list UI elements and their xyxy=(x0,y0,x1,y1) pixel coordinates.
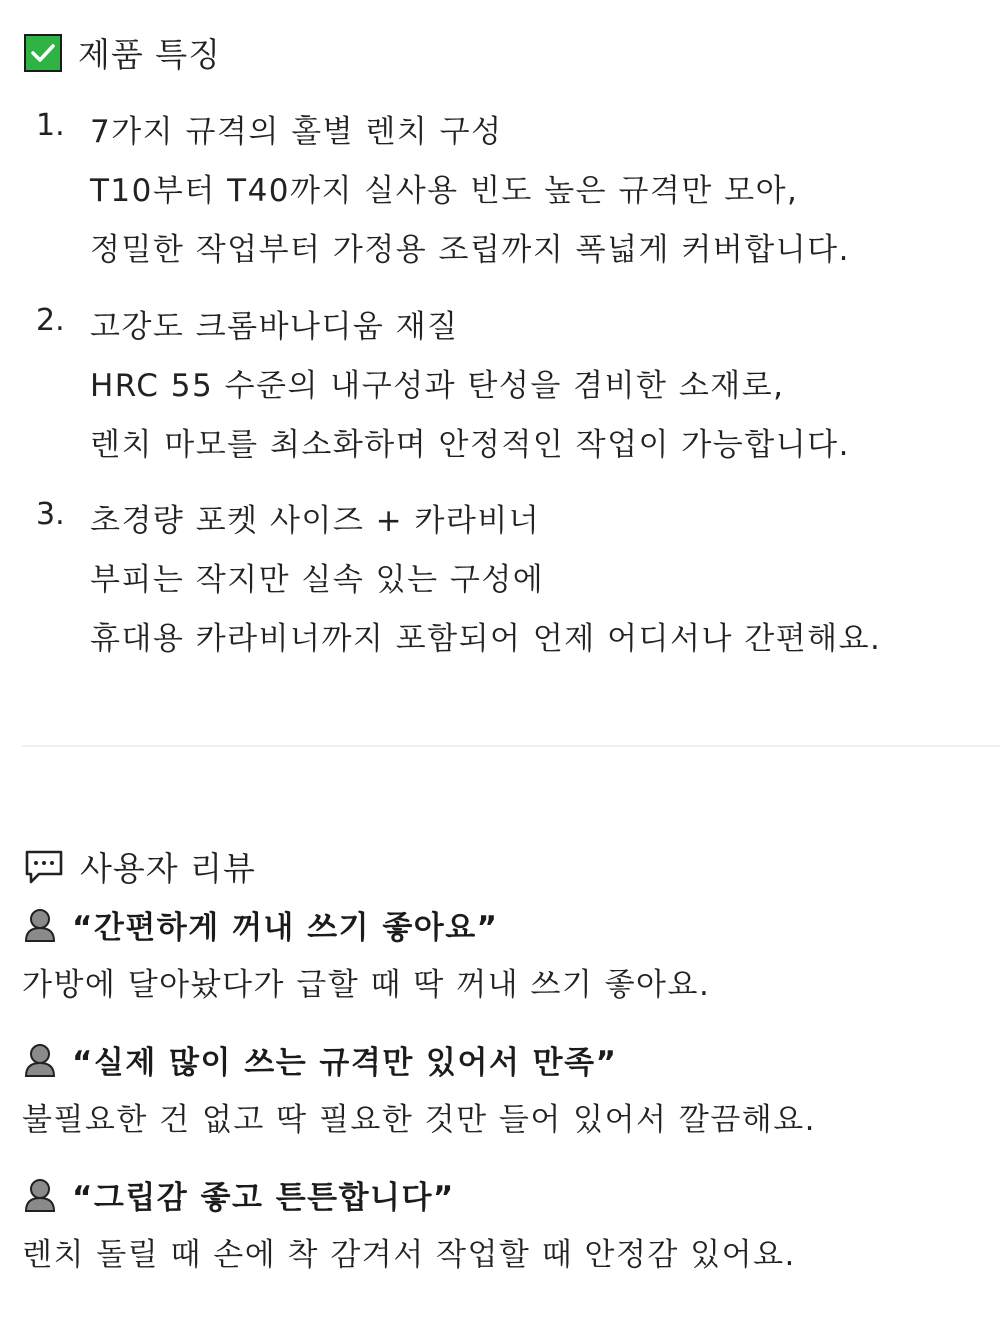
person-icon xyxy=(22,1177,58,1213)
review-title xyxy=(22,902,499,947)
features-heading xyxy=(24,29,221,76)
feature-number: 2. xyxy=(36,303,65,338)
feature-description: 휴대용 카라비너까지 포함되어 언제 어디서나 간편해요. xyxy=(90,621,882,657)
review-title xyxy=(22,1037,617,1082)
feature-description: 정밀한 작업부터 가정용 조립까지 폭넓게 커버합니다. xyxy=(90,232,850,268)
feature-number: 1. xyxy=(36,108,65,143)
review-title-text: “간편하게 꺼내 쓰기 좋아요” xyxy=(72,910,499,946)
feature-description: 부피는 작지만 실속 있는 구성에 xyxy=(90,562,545,598)
reviews-heading xyxy=(24,843,256,890)
review-title-text: “실제 많이 쓰는 규격만 있어서 만족” xyxy=(72,1045,618,1081)
reviews-heading-label: 사용자 리뷰 xyxy=(80,849,256,888)
review-title xyxy=(22,1172,455,1217)
feature-description: HRC 55 수준의 내구성과 탄성을 겸비한 소재로, xyxy=(90,368,785,404)
review-body: 불필요한 건 없고 딱 필요한 것만 들어 있어서 깔끔해요. xyxy=(22,1102,816,1138)
speech-bubble-icon xyxy=(24,848,64,886)
check-mark-icon xyxy=(24,34,62,72)
feature-number: 3. xyxy=(36,497,65,532)
review-body: 렌치 돌릴 때 손에 착 감겨서 작업할 때 안정감 있어요. xyxy=(22,1237,796,1273)
feature-description: T10부터 T40까지 실사용 빈도 높은 규격만 모아, xyxy=(90,173,799,209)
person-icon xyxy=(22,907,58,943)
feature-title: 7가지 규격의 홀별 렌치 구성 xyxy=(90,114,503,150)
feature-description: 렌치 마모를 최소화하며 안정적인 작업이 가능합니다. xyxy=(90,427,850,463)
person-icon xyxy=(22,1042,58,1078)
feature-title: 초경량 포켓 사이즈 + 카라비너 xyxy=(90,503,541,539)
features-heading-label: 제품 특징 xyxy=(78,35,222,74)
review-title-text: “그립감 좋고 튼튼합니다” xyxy=(72,1180,455,1216)
review-body: 가방에 달아놨다가 급할 때 딱 꺼내 쓰기 좋아요. xyxy=(22,967,711,1003)
feature-title: 고강도 크롬바나디움 재질 xyxy=(90,309,459,345)
section-divider xyxy=(22,745,1000,747)
